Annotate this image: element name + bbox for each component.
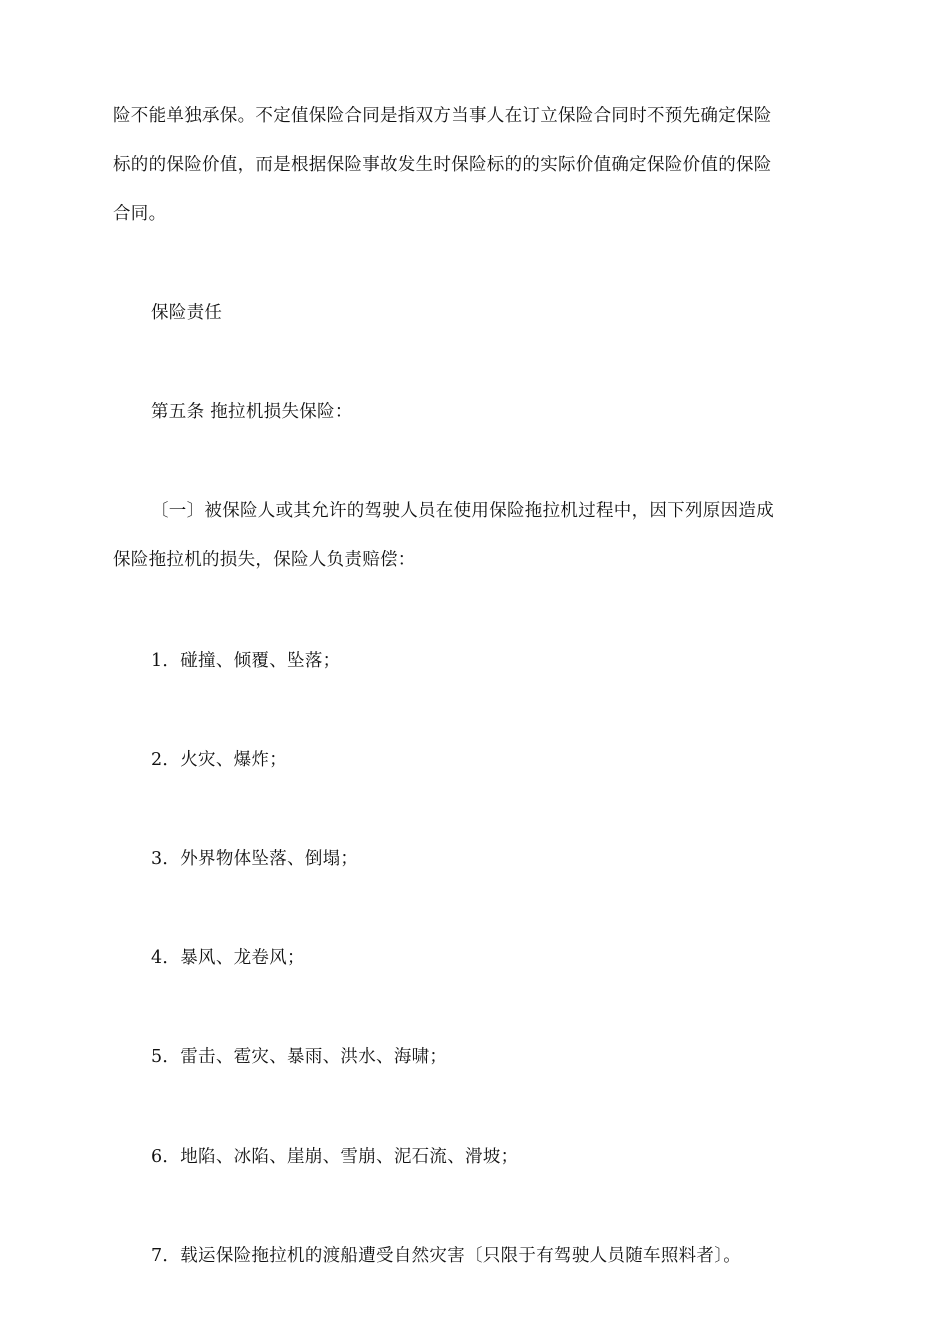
list-item-4: 4．暴风、龙卷风； [151,948,305,968]
article-five-heading: 第五条 拖拉机损失保险： [151,402,353,422]
list-item-7: 7．载运保险拖拉机的渡船遭受自然灾害〔只限于有驾驶人员随车照料者〕。 [151,1246,742,1266]
list-item-1: 1．碰撞、倾覆、坠落； [151,651,341,671]
paragraph-line: 保险拖拉机的损失，保险人负责赔偿： [113,550,416,570]
paragraph-line: 险不能单独承保。不定值保险合同是指双方当事人在订立保险合同时不预先确定保险 [113,106,772,126]
list-item-5: 5．雷击、雹灾、暴雨、洪水、海啸； [151,1047,448,1067]
list-item-3: 3．外界物体坠落、倒塌； [151,849,359,869]
list-item-6: 6．地陷、冰陷、崖崩、雪崩、泥石流、滑坡； [151,1147,519,1167]
section-heading-insurance-liability: 保险责任 [151,303,223,323]
list-item-2: 2．火灾、爆炸； [151,750,288,770]
paragraph-unvalued-contract [113,92,838,239]
paragraph-line: 合同。 [113,204,167,224]
paragraph-line: 〔一〕被保险人或其允许的驾驶人员在使用保险拖拉机过程中，因下列原因造成 [151,501,774,521]
paragraph-line: 标的的保险价值，而是根据保险事故发生时保险标的的实际价值确定保险价值的保险 [113,155,772,175]
clause-one [113,487,838,585]
